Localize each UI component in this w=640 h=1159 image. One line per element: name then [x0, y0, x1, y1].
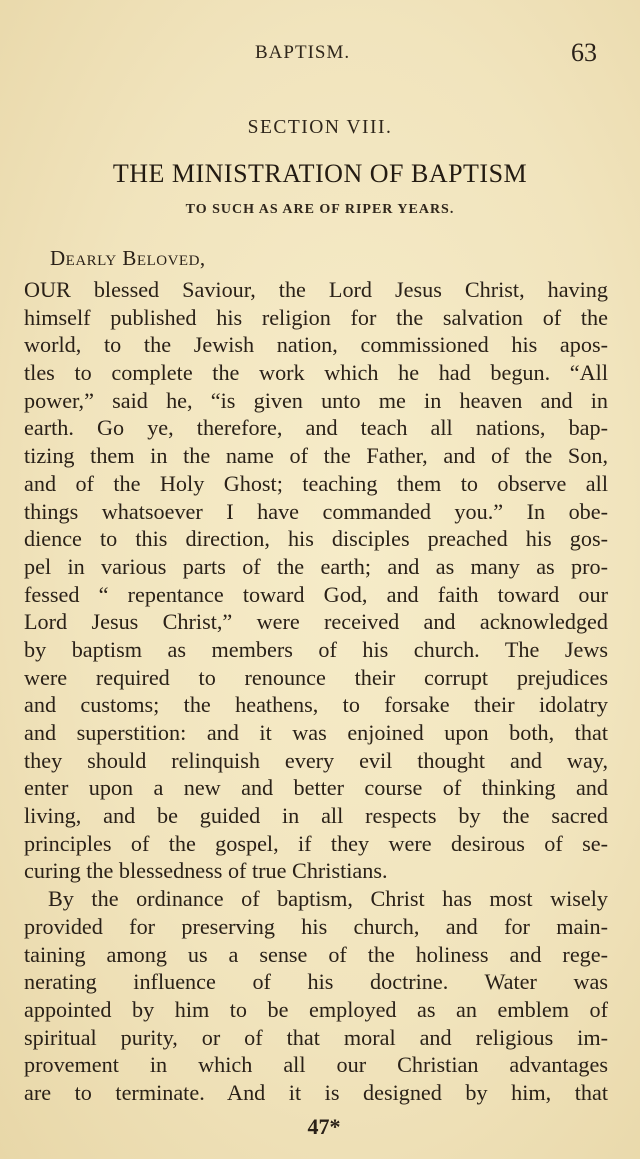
- paragraph: [24, 276, 608, 885]
- signature-mark: 47*: [307, 1114, 341, 1139]
- text-line: things whatsoever I have commanded you.” In obe-: [24, 498, 608, 524]
- text-line: Lord Jesus Christ,” were received and acknowledged: [24, 609, 608, 635]
- text-line: world, to the Jewish nation, commissioned his apos-: [24, 332, 608, 358]
- text-line: living, and be guided in all respects by the sacred: [24, 803, 608, 829]
- text-line: himself published his religion for the salvation of the: [24, 304, 608, 330]
- paragraph: [24, 885, 608, 1107]
- text-line: earth. Go ye, therefore, and teach all nations, bap-: [24, 415, 608, 441]
- salutation: Dearly Beloved,: [50, 246, 206, 270]
- text-line: enter upon a new and better course of thinking and: [24, 775, 608, 801]
- section-subtitle: TO SUCH AS ARE OF RIPER YEARS.: [185, 202, 455, 217]
- text-line: appointed by him to be employed as an emblem of: [24, 996, 608, 1022]
- page-number: 63: [571, 38, 597, 67]
- text-line: are to terminate. And it is designed by him, that: [24, 1079, 608, 1105]
- text-line: and of the Holy Ghost; teaching them to observe all: [24, 470, 608, 496]
- text-line: nerating influence of his doctrine. Water was: [24, 969, 608, 995]
- text-line: and superstition: and it was enjoined upon both, that: [24, 720, 608, 745]
- text-line: by baptism as members of his church. The Jews: [24, 636, 608, 662]
- section-title: THE MINISTRATION OF BAPTISM: [112, 159, 528, 188]
- text-line: curing the blessedness of true Christians.: [24, 858, 388, 884]
- text-line: spiritual purity, or of that moral and religious im-: [24, 1024, 608, 1050]
- text-line: By the ordinance of baptism, Christ has most wisely: [48, 886, 608, 912]
- text-line: dience to this direction, his disciples preached his gos-: [24, 526, 608, 552]
- running-head: [0, 38, 640, 68]
- text-line: they should relinquish every evil thought and way,: [24, 747, 608, 773]
- text-line: power,” said he, “is given unto me in heaven and in: [24, 387, 608, 413]
- section-label: SECTION VIII.: [247, 117, 393, 138]
- text-line: were required to renounce their corrupt prejudices: [24, 664, 608, 690]
- text-line: taining among us a sense of the holiness and rege-: [24, 941, 608, 967]
- text-line: OUR blessed Saviour, the Lord Jesus Christ, having: [24, 277, 608, 302]
- text-line: tles to complete the work which he had begun. “All: [24, 360, 608, 386]
- text-line: fessed “ repentance toward God, and faith toward our: [24, 581, 608, 607]
- text-line: and customs; the heathens, to forsake their idolatry: [24, 692, 608, 718]
- text-line: tizing them in the name of the Father, and of the Son,: [24, 443, 608, 469]
- text-line: provement in which all our Christian advantages: [24, 1052, 608, 1078]
- text-line: provided for preserving his church, and for main-: [24, 913, 608, 939]
- running-title: BAPTISM.: [255, 42, 351, 63]
- body-text: [24, 276, 608, 1107]
- text-line: pel in various parts of the earth; and as many as pro-: [24, 553, 608, 579]
- text-line: principles of the gospel, if they were desirous of se-: [24, 830, 608, 856]
